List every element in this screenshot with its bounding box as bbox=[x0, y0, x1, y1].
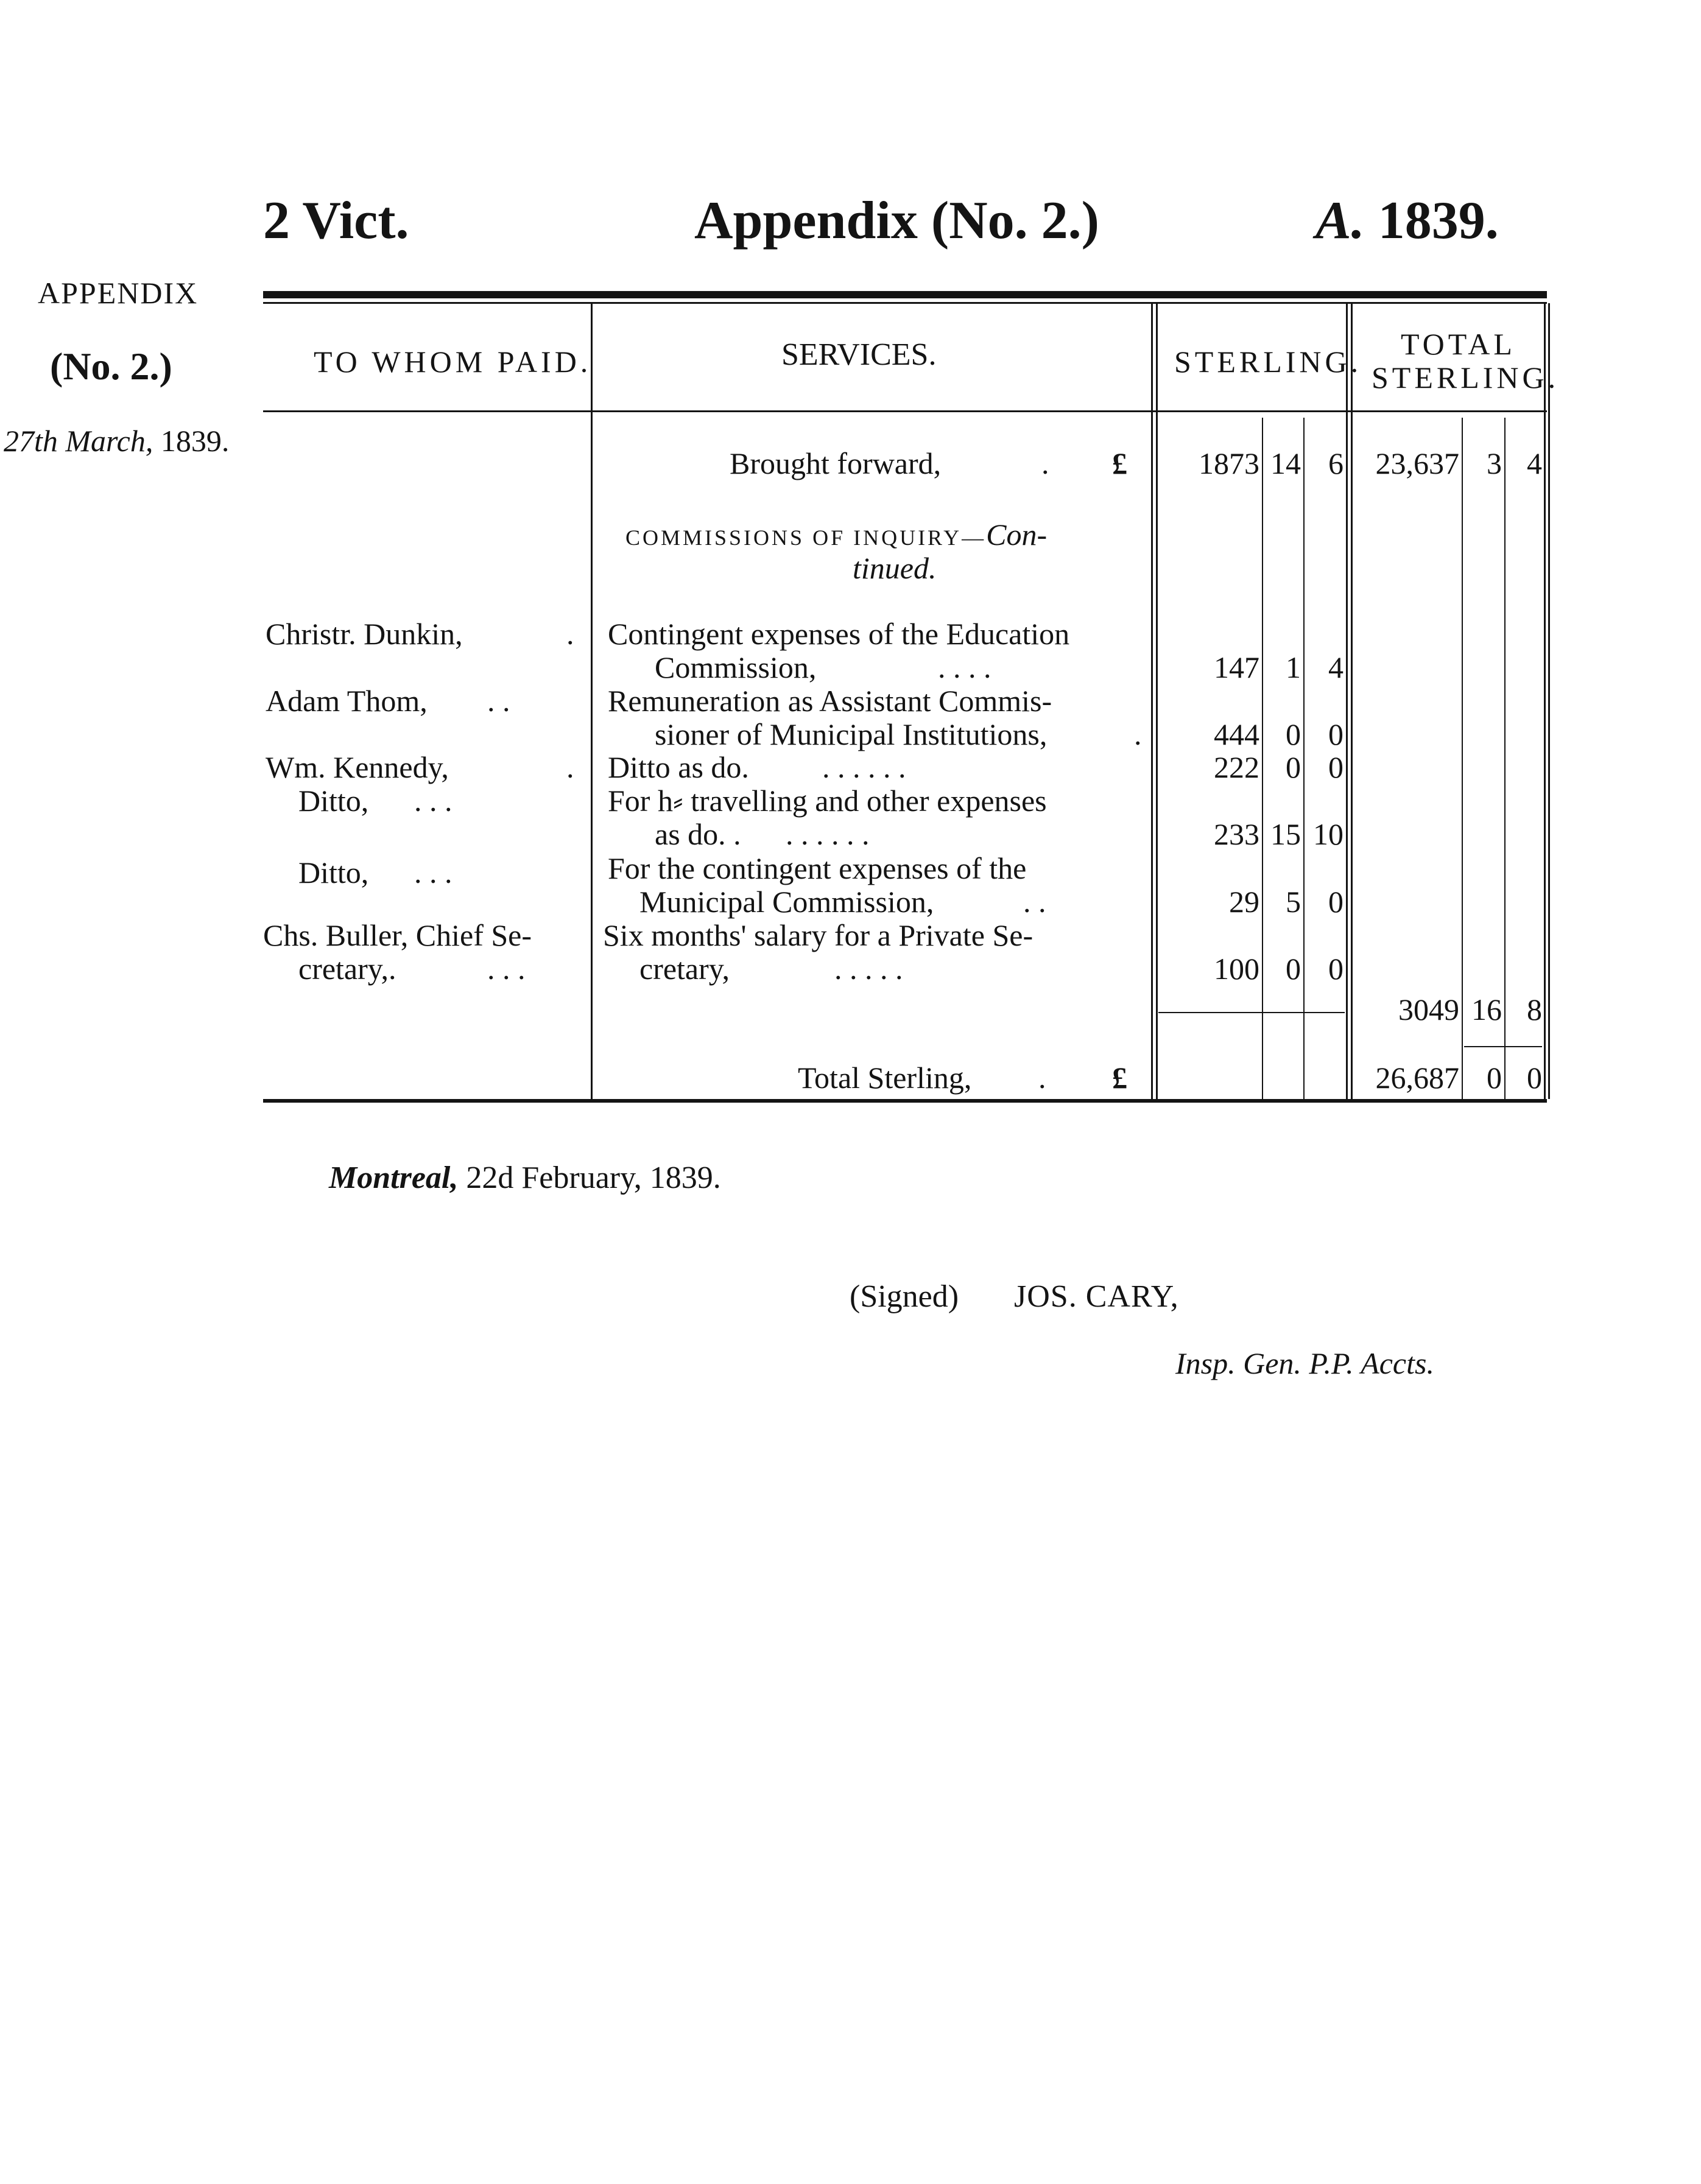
payee-leader: . bbox=[566, 750, 574, 784]
amount-pence: 0 bbox=[1328, 717, 1344, 751]
payee-leader: . . bbox=[487, 684, 510, 718]
section-heading-caps: COMMISSIONS OF INQUIRY— bbox=[625, 525, 987, 550]
margin-date-day: 27th March, bbox=[4, 424, 153, 458]
col-divider-right-b bbox=[1548, 303, 1550, 1099]
header-title: Appendix (No. 2.) bbox=[694, 191, 1099, 250]
amount-pounds: 29 bbox=[1229, 885, 1259, 919]
sterling-shillings-divider bbox=[1262, 418, 1263, 1099]
amount-shillings: 0 bbox=[1286, 717, 1301, 751]
amount-shillings: 0 bbox=[1286, 952, 1301, 986]
header-year-value: 1839. bbox=[1378, 191, 1499, 250]
service-line1: Six months' salary for a Private Se- bbox=[603, 918, 1034, 952]
table-top-rule-thin bbox=[263, 302, 1547, 304]
amount-pence: 0 bbox=[1328, 952, 1344, 986]
amount-pence: 4 bbox=[1328, 650, 1344, 684]
total-sum-rule bbox=[1464, 1046, 1542, 1047]
header-services: SERVICES. bbox=[781, 337, 937, 372]
col-divider-payee bbox=[591, 303, 593, 1099]
service-leader: . . . . . . bbox=[822, 750, 906, 784]
margin-date bbox=[4, 423, 229, 458]
header-sterling: STERLING. bbox=[1174, 345, 1362, 379]
service-line2: cretary, bbox=[639, 952, 730, 986]
brought-forward-label: Brought forward, bbox=[730, 446, 942, 480]
col-divider-sterling-b bbox=[1351, 303, 1353, 1099]
service-line1: Remuneration as Assistant Commis- bbox=[608, 684, 1052, 718]
total-currency: £ bbox=[1112, 1061, 1127, 1095]
brought-forward-total-pence: 4 bbox=[1527, 446, 1542, 480]
footer-date-value: 22d February, 1839. bbox=[466, 1160, 721, 1195]
service-line2: sioner of Municipal Institutions, bbox=[655, 717, 1048, 751]
service-line2: as do. . bbox=[655, 817, 741, 851]
brought-forward-currency: £ bbox=[1112, 446, 1127, 480]
service-leader: . . . . . bbox=[834, 952, 903, 986]
payee-leader: . . . bbox=[487, 952, 526, 986]
brought-forward-dot: . bbox=[1041, 446, 1049, 480]
payee-leader: . bbox=[566, 617, 574, 651]
margin-appendix: APPENDIX bbox=[38, 276, 199, 310]
header-year-mark: A. bbox=[1315, 191, 1365, 250]
service-line1: For h⸗ travelling and other expenses bbox=[608, 784, 1047, 818]
header-total-line1: TOTAL bbox=[1401, 327, 1516, 361]
service-line2: Municipal Commission, bbox=[639, 885, 934, 919]
payee: Wm. Kennedy, bbox=[266, 750, 449, 784]
amount-pounds: 222 bbox=[1214, 750, 1259, 784]
total-dot: . bbox=[1038, 1061, 1046, 1095]
signer-name: JOS. CARY, bbox=[1014, 1279, 1179, 1314]
service-leader: . . . . . . bbox=[786, 817, 870, 851]
service-line1: For the contingent expenses of the bbox=[608, 851, 1027, 885]
header-total-line2: STERLING. bbox=[1372, 360, 1560, 395]
margin-appendix-number: (No. 2.) bbox=[50, 345, 172, 388]
payee: Chs. Buller, Chief Se- bbox=[263, 918, 532, 952]
amount-pounds: 444 bbox=[1214, 717, 1259, 751]
footer-date bbox=[329, 1160, 721, 1196]
service-leader: . . . . bbox=[938, 650, 991, 684]
total-pounds: 26,687 bbox=[1375, 1061, 1459, 1095]
amount-pounds: 147 bbox=[1214, 650, 1259, 684]
service-line1: Contingent expenses of the Education bbox=[608, 617, 1070, 651]
subtotal-shillings: 16 bbox=[1471, 992, 1502, 1027]
sterling-pence-divider bbox=[1303, 418, 1305, 1099]
amount-shillings: 5 bbox=[1286, 885, 1301, 919]
total-pence: 0 bbox=[1527, 1061, 1542, 1095]
payee-line2: cretary,. bbox=[298, 952, 396, 986]
total-shillings-divider bbox=[1462, 418, 1463, 1099]
amount-pence: 0 bbox=[1328, 750, 1344, 784]
total-label: Total Sterling, bbox=[798, 1061, 972, 1095]
payee: Ditto, bbox=[298, 855, 369, 890]
payee: Christr. Dunkin, bbox=[266, 617, 463, 651]
sterling-sum-rule bbox=[1158, 1012, 1345, 1013]
header-year bbox=[1315, 190, 1499, 251]
signed-label: (Signed) bbox=[850, 1279, 959, 1314]
brought-forward-total-pounds: 23,637 bbox=[1375, 446, 1459, 480]
subtotal-pence: 8 bbox=[1527, 992, 1542, 1027]
col-divider-services-a bbox=[1151, 303, 1153, 1099]
amount-pence: 10 bbox=[1313, 817, 1344, 851]
margin-date-year: 1839. bbox=[160, 424, 230, 458]
amount-pounds: 100 bbox=[1214, 952, 1259, 986]
table-bottom-rule bbox=[263, 1099, 1547, 1103]
payee-leader: . . . bbox=[414, 784, 453, 818]
header-session: 2 Vict. bbox=[263, 191, 409, 250]
amount-shillings: 0 bbox=[1286, 750, 1301, 784]
brought-forward-total-shillings: 3 bbox=[1487, 446, 1502, 480]
service-line1: Ditto as do. bbox=[608, 750, 749, 784]
subtotal-pounds: 3049 bbox=[1398, 992, 1459, 1027]
amount-pounds: 233 bbox=[1214, 817, 1259, 851]
service-line2: Commission, bbox=[655, 650, 817, 684]
amount-shillings: 1 bbox=[1286, 650, 1301, 684]
section-heading-cont: tinued. bbox=[853, 551, 937, 585]
col-divider-sterling-a bbox=[1346, 303, 1348, 1099]
total-shillings: 0 bbox=[1487, 1061, 1502, 1095]
payee-leader: . . . bbox=[414, 855, 453, 890]
signer-title: Insp. Gen. P.P. Accts. bbox=[1175, 1346, 1434, 1380]
footer-place: Montreal, bbox=[329, 1160, 459, 1195]
table-top-rule bbox=[263, 291, 1547, 298]
col-divider-right-a bbox=[1544, 303, 1546, 1099]
section-heading-italic-1: Con- bbox=[986, 518, 1048, 552]
total-pence-divider bbox=[1504, 418, 1506, 1099]
amount-pence: 0 bbox=[1328, 885, 1344, 919]
brought-forward-shillings: 14 bbox=[1270, 446, 1301, 480]
amount-shillings: 15 bbox=[1270, 817, 1301, 851]
service-leader: . . bbox=[1023, 885, 1046, 919]
payee: Ditto, bbox=[298, 784, 369, 818]
brought-forward-pounds: 1873 bbox=[1199, 446, 1259, 480]
service-leader: . bbox=[1134, 717, 1142, 751]
section-heading bbox=[625, 518, 1047, 555]
header-bottom-rule bbox=[263, 410, 1547, 412]
header-to-whom-paid: TO WHOM PAID. bbox=[314, 345, 592, 379]
payee: Adam Thom, bbox=[266, 684, 428, 718]
brought-forward-pence: 6 bbox=[1328, 446, 1344, 480]
